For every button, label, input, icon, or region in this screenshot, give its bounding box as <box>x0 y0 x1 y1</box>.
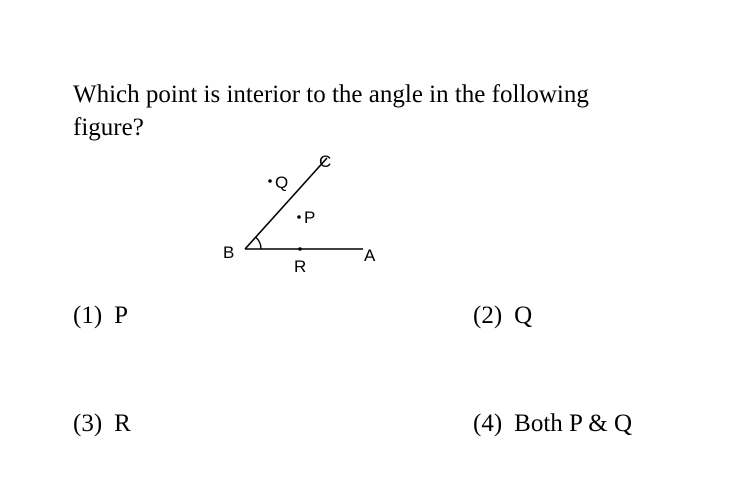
option-3[interactable] <box>73 409 131 439</box>
question-text: Which point is interior to the angle in the following figure? <box>73 81 589 141</box>
option-4[interactable] <box>473 409 632 439</box>
label-r: R <box>294 257 307 276</box>
angle-figure <box>215 148 395 278</box>
label-p: P <box>304 208 316 227</box>
point-r-dot <box>298 247 302 251</box>
option-2-text: Q <box>514 302 533 329</box>
option-3-text: R <box>114 410 131 437</box>
point-q-dot <box>268 179 272 183</box>
ray-bc <box>245 158 327 249</box>
label-b: B <box>223 243 235 262</box>
point-p-dot <box>297 215 301 219</box>
option-1-number: (1) <box>73 302 103 329</box>
label-q: Q <box>275 173 289 192</box>
option-2[interactable] <box>473 301 532 331</box>
label-a: A <box>364 246 376 265</box>
option-3-number: (3) <box>73 410 103 437</box>
option-2-number: (2) <box>473 302 503 329</box>
angle-diagram <box>215 148 395 278</box>
option-4-text: Both P & Q <box>514 410 633 437</box>
label-c: C <box>319 152 332 171</box>
angle-arc <box>256 237 261 249</box>
option-1[interactable] <box>73 301 128 331</box>
option-4-number: (4) <box>473 410 503 437</box>
option-1-text: P <box>114 302 129 329</box>
